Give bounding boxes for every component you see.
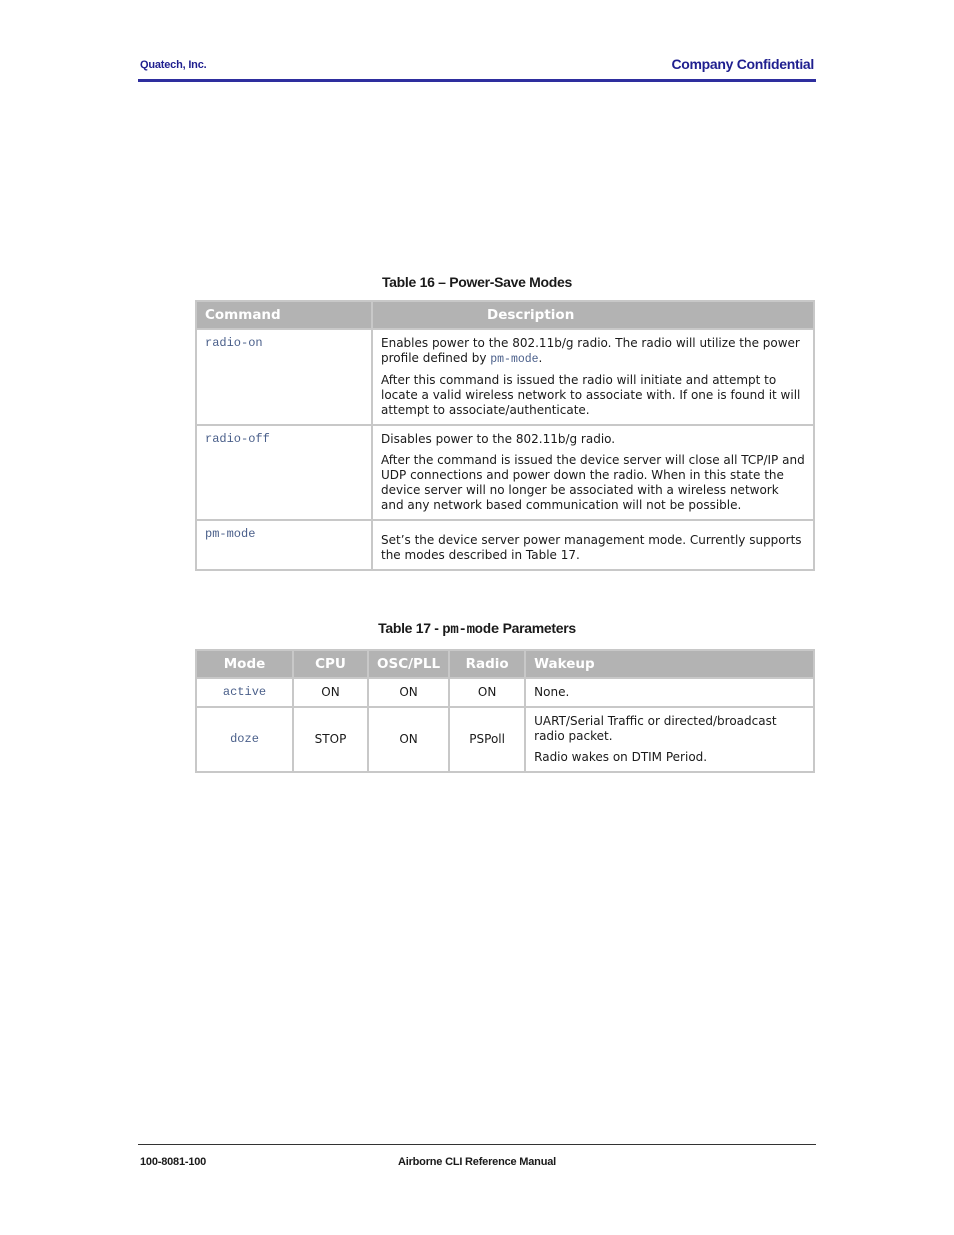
description-paragraph: Enables power to the 802.11b/g radio. The radio will utilize the power profile defined by pm-mode. bbox=[381, 336, 800, 366]
cpu-cell: ON bbox=[294, 679, 367, 706]
caption-code: pm-mode bbox=[442, 622, 499, 638]
header-mode: Mode bbox=[197, 651, 292, 677]
description-paragraph: After the command is issued the device server will close all TCP/IP and UDP connections and power down the radio. When in this state the device server will no longer be associated with a wireless network and any network based communication will not be possible. bbox=[381, 453, 805, 512]
table16-caption: Table 16 – Power-Save Modes bbox=[381, 274, 573, 290]
description-paragraph: Disables power to the 802.11b/g radio. bbox=[381, 432, 616, 446]
table-row bbox=[197, 708, 813, 771]
description-paragraph: After this command is issued the radio will initiate and attempt to locate a valid wireless network to associate with. If one is found it will attempt to associate/authenticate. bbox=[381, 373, 801, 417]
header-company: Quatech, Inc. bbox=[140, 59, 207, 71]
power-save-modes-table bbox=[195, 300, 815, 571]
table-header-row bbox=[197, 651, 813, 677]
footer-doc-number: 100-8081-100 bbox=[140, 1156, 207, 1168]
table-row bbox=[197, 426, 813, 519]
osc-pll-cell: ON bbox=[369, 679, 448, 706]
description-cell bbox=[373, 426, 813, 519]
header-wakeup: Wakeup bbox=[526, 651, 813, 677]
header-rule bbox=[138, 79, 816, 82]
osc-pll-cell: ON bbox=[369, 708, 448, 771]
table17-caption: Table 17 - pm-mode Parameters bbox=[378, 620, 576, 638]
wakeup-paragraph: Radio wakes on DTIM Period. bbox=[534, 750, 708, 764]
table-row bbox=[197, 679, 813, 706]
radio-cell: PSPoll bbox=[450, 708, 524, 771]
description-cell bbox=[373, 330, 813, 424]
cpu-cell: STOP bbox=[294, 708, 367, 771]
mode-cell: doze bbox=[197, 708, 292, 771]
wakeup-cell bbox=[526, 708, 813, 771]
footer-rule bbox=[138, 1144, 816, 1145]
header-cpu: CPU bbox=[294, 651, 367, 677]
header-osc-pll: OSC/PLL bbox=[369, 651, 448, 677]
command-cell: radio-on bbox=[197, 330, 371, 424]
wakeup-paragraph: UART/Serial Traffic or directed/broadcast radio packet. bbox=[534, 714, 777, 743]
header-confidential: Company Confidential bbox=[671, 56, 814, 72]
header-radio: Radio bbox=[450, 651, 524, 677]
command-cell: radio-off bbox=[197, 426, 371, 519]
wakeup-cell: None. bbox=[526, 679, 813, 706]
footer-title: Airborne CLI Reference Manual bbox=[397, 1156, 556, 1168]
inline-code: pm-mode bbox=[490, 353, 539, 366]
radio-cell: ON bbox=[450, 679, 524, 706]
pm-mode-parameters-table bbox=[195, 649, 815, 773]
table-row bbox=[197, 521, 813, 569]
table-header-row bbox=[197, 302, 813, 328]
description-paragraph: Set’s the device server power management mode. Currently supports the modes described in Table 17. bbox=[381, 533, 802, 562]
header-description: Description bbox=[373, 302, 813, 328]
table-row bbox=[197, 330, 813, 424]
mode-cell: active bbox=[197, 679, 292, 706]
command-cell: pm-mode bbox=[197, 521, 371, 569]
description-cell bbox=[373, 521, 813, 569]
header-command: Command bbox=[197, 302, 371, 328]
